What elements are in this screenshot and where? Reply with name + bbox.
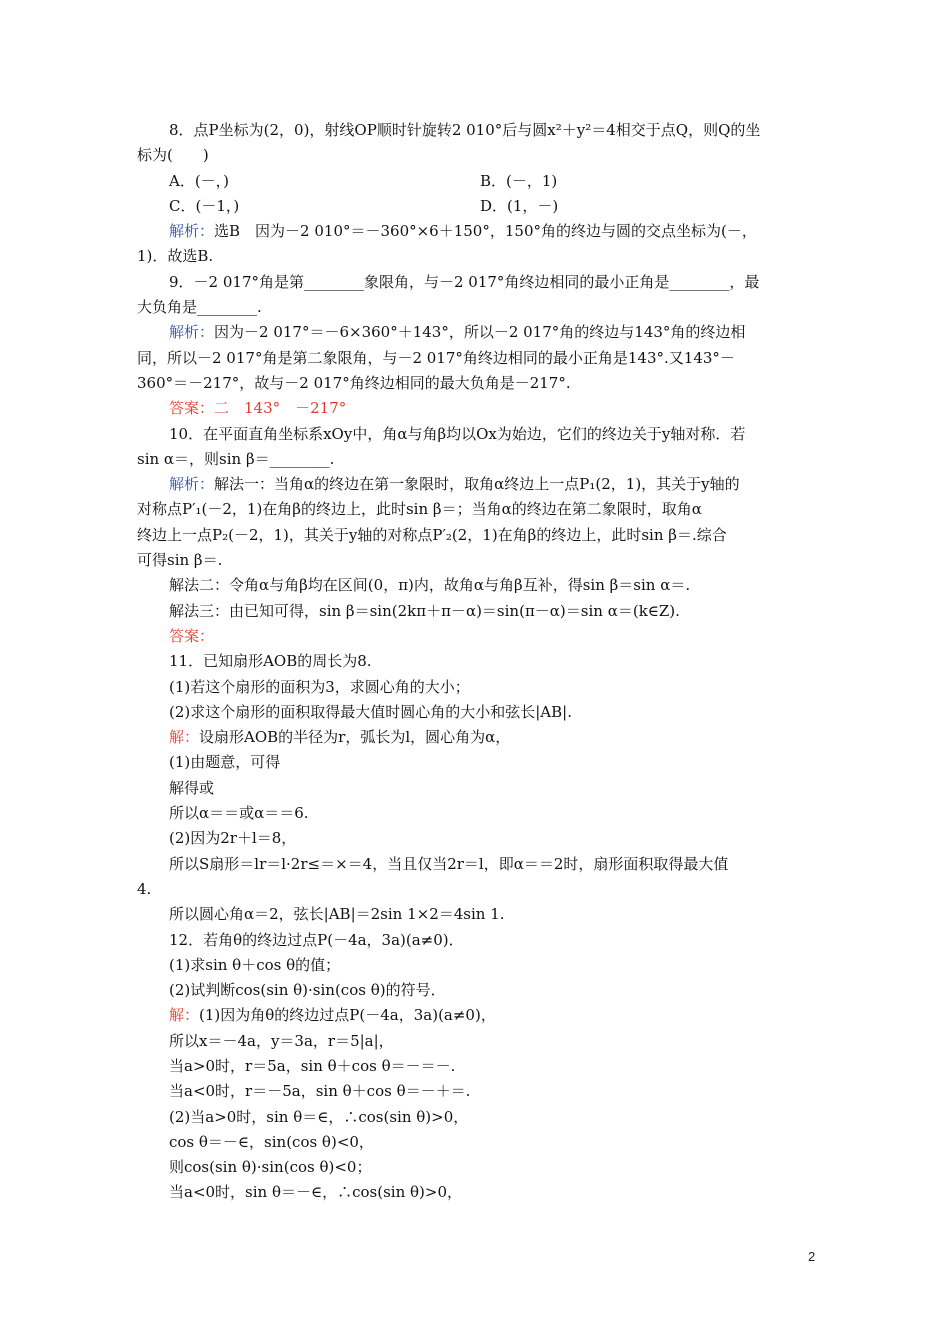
q9-analysis-line3: 360°＝－217°，故与－2 017°角终边相同的最大负角是－217°. <box>137 373 571 392</box>
document-page <box>137 118 817 1206</box>
q11-stem: 11．已知扇形AOB的周长为8. <box>169 652 372 671</box>
q9-stem-line2: 大负角是________. <box>137 298 262 317</box>
q12-part2: (2)试判断cos(sin θ)·sin(cos θ)的符号． <box>169 981 446 1000</box>
q11-solution-line5: (2)因为2r＋l＝8， <box>169 829 297 848</box>
q10-method3: 解法三：由已知可得，sin β＝sin(2kπ＋π－α)＝sin(π－α)＝sin α＝(k∈Z). <box>169 601 680 620</box>
q9-answer: 答案：二 143° －217° <box>169 399 347 418</box>
analysis-label: 解析： <box>169 222 215 241</box>
q9-analysis-line2: 同，所以－2 017°角是第二象限角，与－2 017°角终边相同的最小正角是143°.又143°－ <box>137 348 735 367</box>
q12-solution-line7: 则cos(sin θ)·sin(cos θ)<0； <box>169 1158 372 1177</box>
q12-stem: 12．若角θ的终边过点P(－4a，3a)(a≠0)． <box>169 930 464 949</box>
q11-solution-line8: 所以圆心角α＝2，弦长|AB|＝2sin 1×2＝4sin 1. <box>169 905 505 924</box>
q9-analysis-line1 <box>137 320 817 345</box>
page-number: 2 <box>808 1249 816 1264</box>
q10-stem-line2: sin α＝，则sin β＝________. <box>137 449 335 468</box>
q11-part1: (1)若这个扇形的面积为3，求圆心角的大小； <box>169 677 470 696</box>
q8-analysis-line2: 1)．故选B. <box>137 247 214 266</box>
q11-solution-line6: 所以S扇形＝lr＝l·2r≤＝×＝4，当且仅当2r＝l，即α＝＝2时，扇形面积取得最大值 <box>169 854 729 873</box>
q8-stem-line1: 8．点P坐标为(2，0)，射线OP顺时针旋转2 010°后与圆x²＋y²＝4相交于点Q，则Q的坐 <box>169 121 761 139</box>
q11-part2: (2)求这个扇形的面积取得最大值时圆心角的大小和弦长|AB|. <box>169 702 572 721</box>
q12-part1: (1)求sin θ＋cos θ的值； <box>169 955 341 974</box>
q8-options-row1 <box>137 169 817 194</box>
q10-stem-line1: 10．在平面直角坐标系xOy中，角α与角β均以Ox为始边，它们的终边关于y轴对称．若 <box>169 424 746 443</box>
solution-label: 解： <box>169 1006 200 1025</box>
q10-analysis-line2: 对称点P′₁(－2，1)在角β的终边上，此时sin β＝；当角α的终边在第二象限时，取角α <box>137 500 702 519</box>
q8-stem-line2: 标为( ) <box>137 146 209 165</box>
q10-analysis-text: 解法一：当角α的终边在第一象限时，取角α终边上一点P₁(2，1)，其关于y轴的 <box>214 475 740 494</box>
analysis-label: 解析： <box>169 475 215 494</box>
q10-answer: 答案： <box>169 626 215 645</box>
q11-solution-line3: 解得或 <box>169 778 215 797</box>
q8-option-d: D．(1，－) <box>480 196 559 215</box>
q12-solution-line4: 当a<0时，r＝－5a，sin θ＋cos θ＝－＋＝. <box>169 1082 471 1101</box>
q8-option-c: C．(－1，) <box>169 196 240 215</box>
q8-options-row2 <box>137 194 817 219</box>
q12-solution-text: (1)因为角θ的终边过点P(－4a，3a)(a≠0)， <box>199 1006 496 1025</box>
q12-solution-line3: 当a>0时，r＝5a，sin θ＋cos θ＝－＝－. <box>169 1056 456 1075</box>
q12-solution-line6: cos θ＝－∈，sin(cos θ)<0， <box>169 1132 374 1151</box>
analysis-label: 解析： <box>169 323 215 342</box>
solution-label: 解： <box>169 728 200 747</box>
q9-analysis-text: 因为－2 017°＝－6×360°＋143°，所以－2 017°角的终边与143°角的终边相 <box>214 323 746 342</box>
q12-solution-line1 <box>137 1003 817 1028</box>
q10-method2: 解法二：令角α与角β均在区间(0，π)内，故角α与角β互补，得sin β＝sin α＝. <box>169 576 691 595</box>
q8-option-b: B．(－，1) <box>480 171 558 190</box>
q12-solution-line8: 当a<0时，sin θ＝－∈，∴cos(sin θ)>0， <box>169 1183 463 1202</box>
q8-analysis-text: 选B 因为－2 010°＝－360°×6＋150°，150°角的终边与圆的交点坐标为(－， <box>214 222 757 241</box>
q11-solution-line7: 4. <box>137 879 152 898</box>
q11-solution-line4: 所以α＝＝或α＝＝6. <box>169 804 309 823</box>
q8-analysis-line1 <box>137 219 817 244</box>
q9-stem-line1: 9．－2 017°角是第________象限角，与－2 017°角终边相同的最小正角是________，最 <box>169 272 760 291</box>
q10-analysis-line1 <box>137 472 817 497</box>
q10-analysis-line4: 可得sin β＝. <box>137 551 223 570</box>
q12-solution-line5: (2)当a>0时，sin θ＝∈，∴cos(sin θ)>0， <box>169 1107 469 1126</box>
q11-solution-text: 设扇形AOB的半径为r，弧长为l，圆心角为α， <box>199 728 511 747</box>
q12-solution-line2: 所以x＝－4a，y＝3a，r＝5|a|， <box>169 1031 394 1050</box>
q8-option-a: A．(－，) <box>169 171 230 190</box>
q11-solution-line1 <box>137 725 817 750</box>
q11-solution-line2: (1)由题意，可得 <box>169 753 281 772</box>
q10-analysis-line3: 终边上一点P₂(－2，1)，其关于y轴的对称点P′₂(2，1)在角β的终边上，此时sin β＝.综合 <box>137 525 727 544</box>
